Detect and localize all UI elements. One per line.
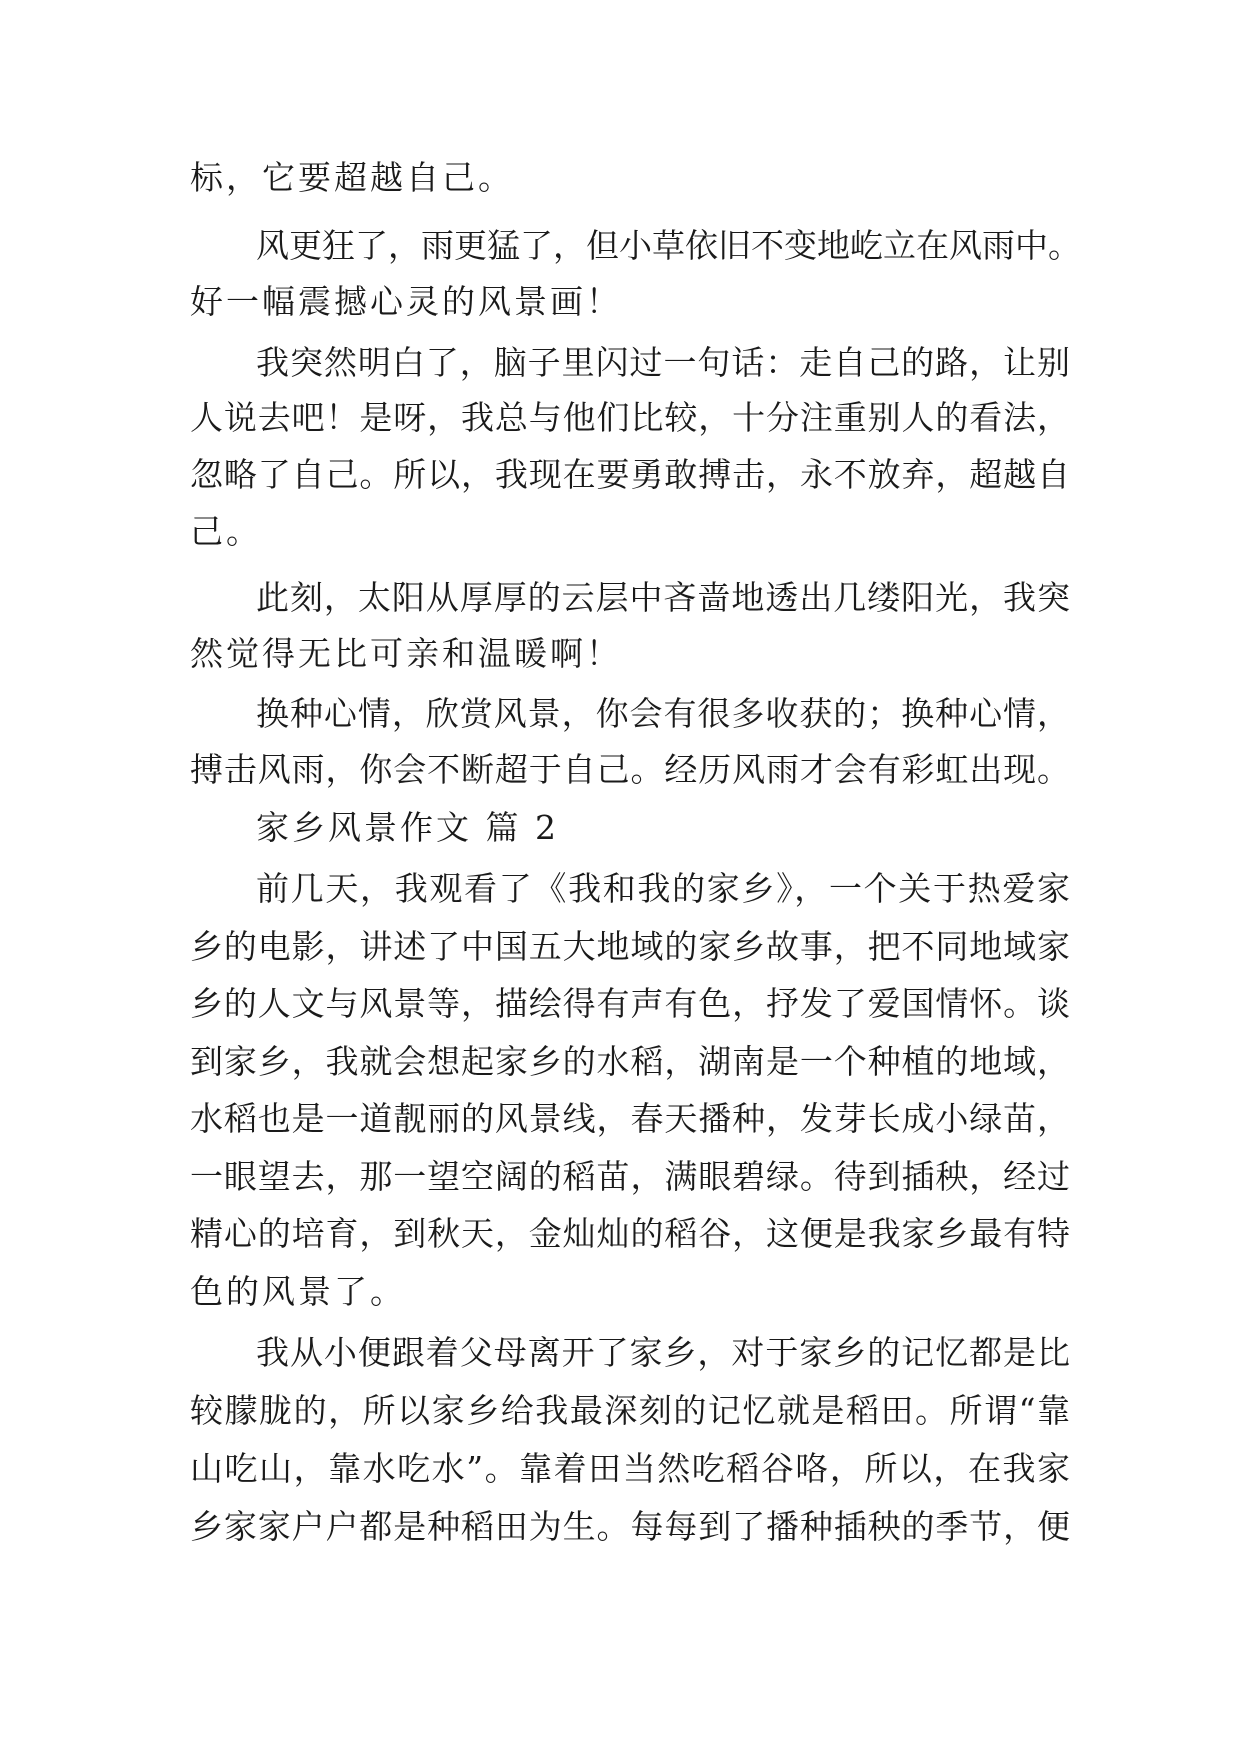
text-line: 乡的电影，讲述了中国五大地域的家乡故事，把不同地域家 <box>190 927 1070 966</box>
text-line: 前几天，我观看了《我和我的家乡》，一个关于热爱家 <box>256 869 1070 908</box>
text-line: 此刻，太阳从厚厚的云层中吝啬地透出几缕阳光，我突 <box>256 578 1070 617</box>
text-line: 我从小便跟着父母离开了家乡，对于家乡的记忆都是比 <box>256 1333 1070 1372</box>
text-line: 然觉得无比可亲和温暖啊！ <box>190 634 622 673</box>
text-line: 我突然明白了，脑子里闪过一句话：走自己的路，让别 <box>256 343 1070 382</box>
text-line: 标，它要超越自己。 <box>190 158 514 197</box>
text-line: 到家乡，我就会想起家乡的水稻，湖南是一个种植的地域， <box>190 1042 1070 1081</box>
text-line: 精心的培育，到秋天，金灿灿的稻谷，这便是我家乡最有特 <box>190 1214 1070 1253</box>
text-line: 好一幅震撼心灵的风景画！ <box>190 282 622 321</box>
text-line: 色的风景了。 <box>190 1272 406 1311</box>
text-line: 水稻也是一道靓丽的风景线，春天播种，发芽长成小绿苗， <box>190 1099 1070 1138</box>
text-line: 山吃山，靠水吃水”。靠着田当然吃稻谷咯，所以，在我家 <box>190 1449 1070 1488</box>
text-line: 搏击风雨，你会不断超于自己。经历风雨才会有彩虹出现。 <box>190 750 1070 789</box>
text-line: 己。 <box>190 512 262 551</box>
text-line: 乡的人文与风景等，描绘得有声有色，抒发了爱国情怀。谈 <box>190 984 1070 1023</box>
text-line: 忽略了自己。所以，我现在要勇敢搏击，永不放弃，超越自 <box>190 455 1070 494</box>
text-line: 乡家家户户都是种稻田为生。每每到了播种插秧的季节，便 <box>190 1507 1070 1546</box>
text-line: 人说去吧！是呀，我总与他们比较，十分注重别人的看法， <box>190 398 1070 437</box>
text-line: 风更狂了，雨更猛了，但小草依旧不变地屹立在风雨中。 <box>256 226 1081 265</box>
text-line: 换种心情，欣赏风景，你会有很多收获的；换种心情， <box>256 694 1070 733</box>
text-line: 较朦胧的，所以家乡给我最深刻的记忆就是稻田。所谓“靠 <box>190 1391 1070 1430</box>
text-line: 一眼望去，那一望空阔的稻苗，满眼碧绿。待到插秧，经过 <box>190 1157 1070 1196</box>
section-heading: 家乡风景作文 篇 2 <box>256 808 559 847</box>
